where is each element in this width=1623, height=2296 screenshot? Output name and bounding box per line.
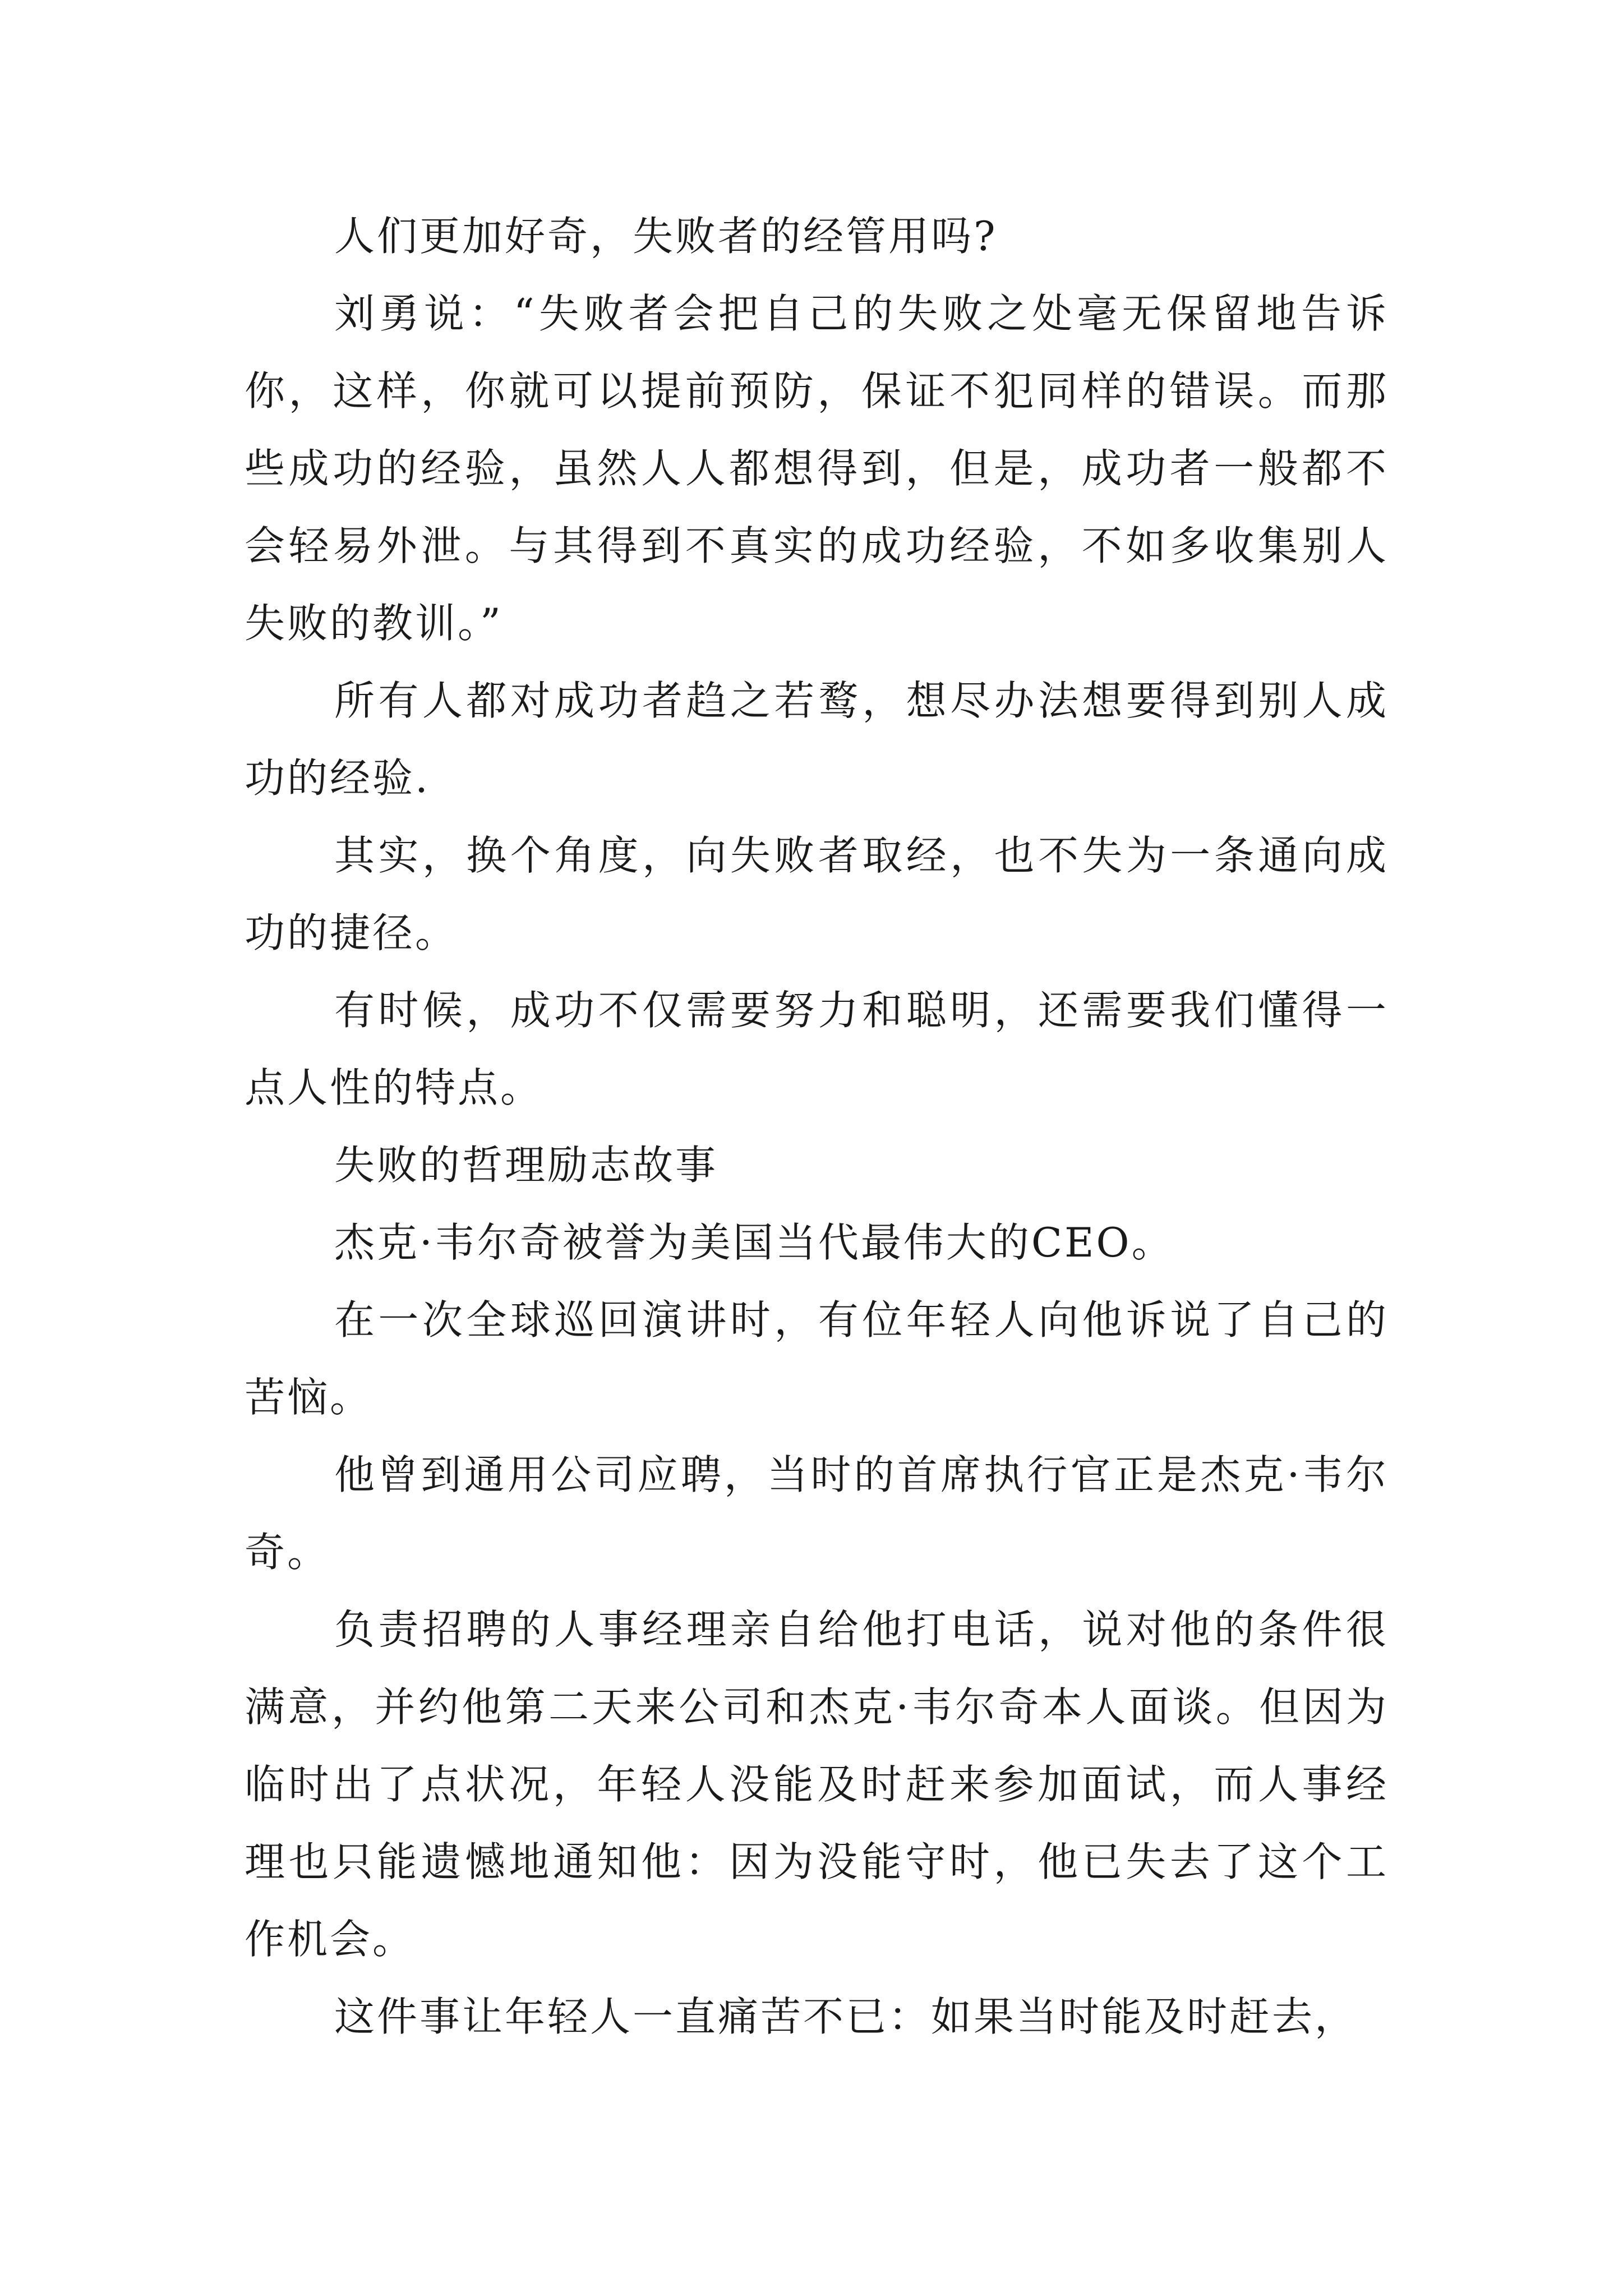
paragraph: 负责招聘的人事经理亲自给他打电话，说对他的条件很满意，并约他第二天来公司和杰克·韦尔奇本人面谈。但因为临时出了点状况，年轻人没能及时赶来参加面试，而人事经理也只能遗憾地通知他：因为没能守时，他已失去了这个工作机会。	[245, 1606, 1389, 1963]
paragraph: 人们更加好奇，失败者的经管用吗?	[334, 213, 998, 260]
paragraph: 他曾到通用公司应聘，当时的首席执行官正是杰克·韦尔奇。	[245, 1451, 1389, 1576]
paragraph: 这件事让年轻人一直痛苦不已：如果当时能及时赶去，	[334, 1993, 1358, 2040]
paragraph: 杰克·韦尔奇被誉为美国当代最伟大的CEO。	[334, 1219, 1174, 1266]
paragraph: 在一次全球巡回演讲时，有位年轻人向他诉说了自己的苦恼。	[245, 1296, 1389, 1421]
paragraph: 所有人都对成功者趋之若鹜，想尽办法想要得到别人成功的经验.	[245, 677, 1389, 802]
section-heading: 失败的哲理励志故事	[334, 1142, 718, 1189]
paragraph: 刘勇说：“失败者会把自己的失败之处毫无保留地告诉你，这样，你就可以提前预防，保证不犯同样的错误。而那些成功的经验，虽然人人都想得到，但是，成功者一般都不会轻易外泄。与其得到不真实的成功经验，不如多收集别人失败的教训。”	[245, 290, 1389, 647]
paragraph: 有时候，成功不仅需要努力和聪明，还需要我们懂得一点人性的特点。	[245, 987, 1389, 1111]
paragraph: 其实，换个角度，向失败者取经，也不失为一条通向成功的捷径。	[245, 832, 1389, 956]
document-body	[245, 197, 1389, 2055]
